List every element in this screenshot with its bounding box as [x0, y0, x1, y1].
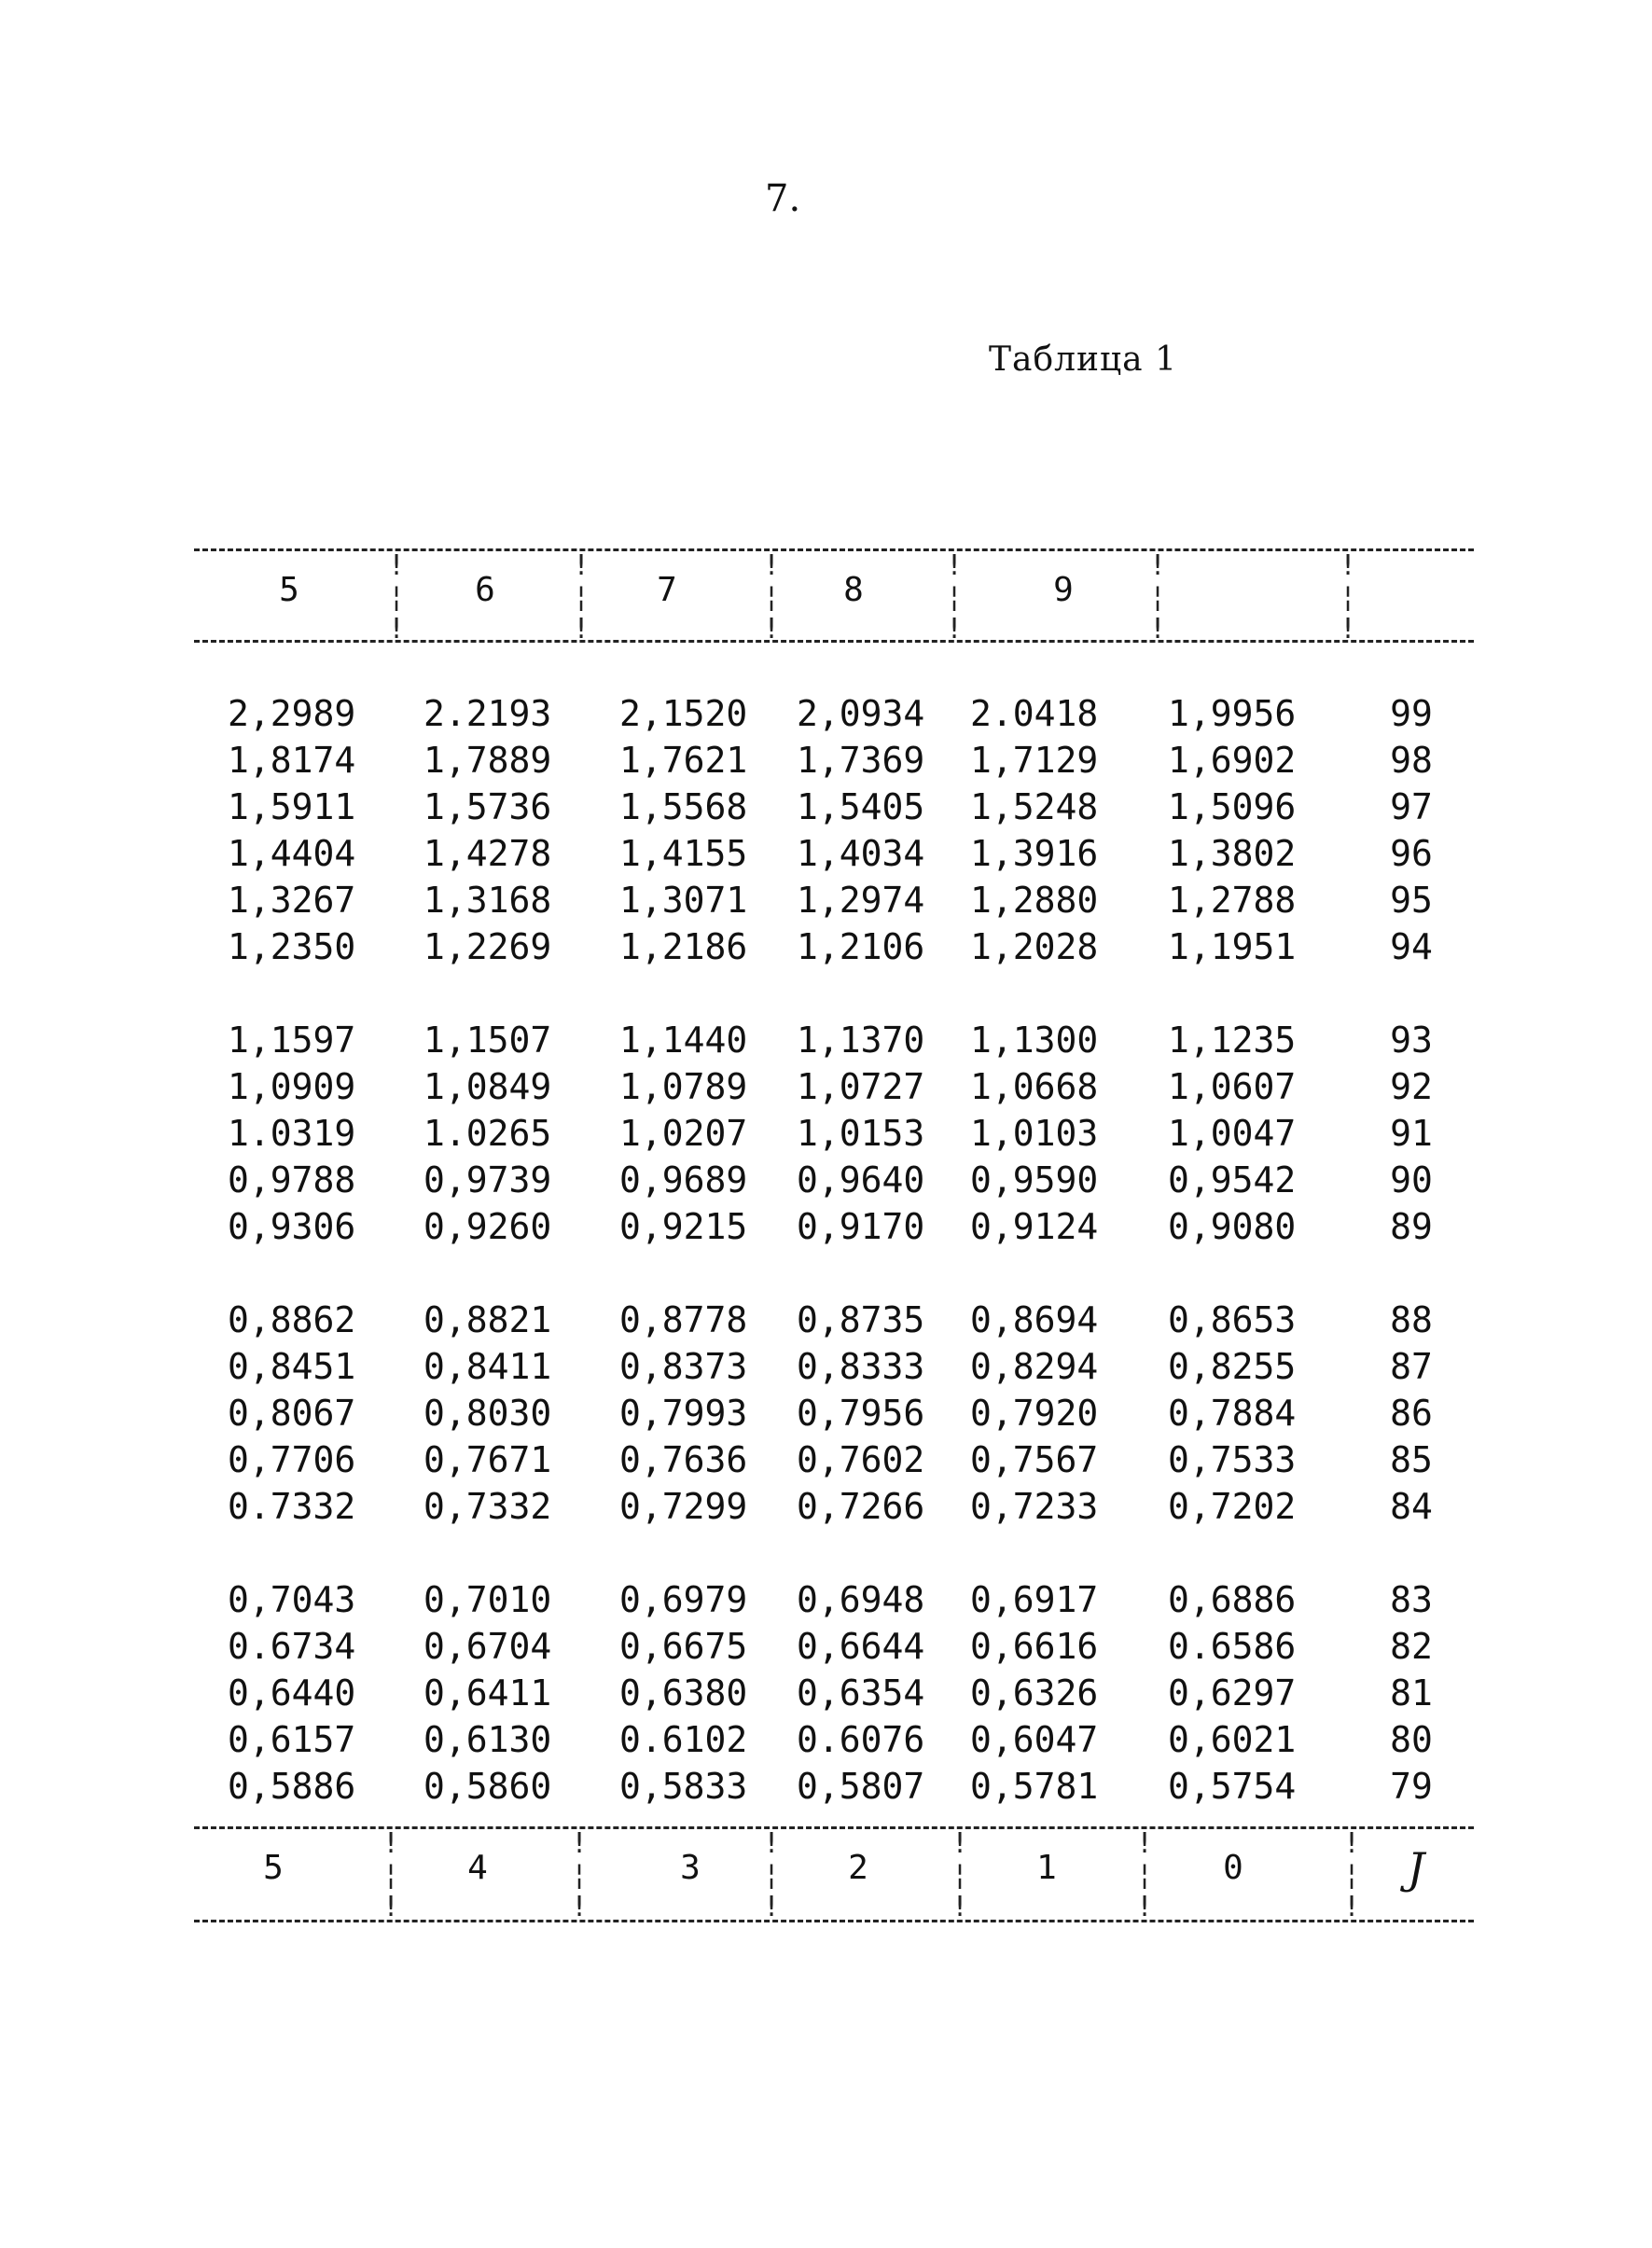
- footer-cell: 3: [680, 1849, 701, 1887]
- table-cell: 1,2106: [797, 926, 925, 967]
- table-cell: 1,9956: [1168, 693, 1297, 734]
- row-index: 92: [1390, 1066, 1433, 1107]
- row-index: 79: [1390, 1766, 1433, 1807]
- table-cell: 1,5405: [797, 786, 925, 827]
- header-cell: 9: [1053, 571, 1074, 609]
- table-row: [0, 784, 1652, 830]
- row-index: 94: [1390, 926, 1433, 967]
- row-index: 85: [1390, 1439, 1433, 1480]
- table-caption: Таблица 1: [989, 340, 1177, 379]
- table-cell: 0,7636: [619, 1439, 748, 1480]
- table-row: [0, 830, 1652, 877]
- header-top-rule: [194, 548, 1474, 551]
- table-cell: 0,7567: [970, 1439, 1099, 1480]
- table-cell: 0,6326: [970, 1672, 1099, 1714]
- table-cell: 0,8821: [423, 1299, 552, 1340]
- table-cell: 0,9542: [1168, 1159, 1297, 1200]
- table-row: [0, 1390, 1652, 1436]
- row-index: 87: [1390, 1346, 1433, 1387]
- table-cell: 0,9124: [970, 1206, 1099, 1247]
- table-cell: 2,0934: [797, 693, 925, 734]
- table-cell: 1,0849: [423, 1066, 552, 1107]
- row-index: 88: [1390, 1299, 1433, 1340]
- table-cell: 0,6157: [228, 1719, 356, 1760]
- table-cell: 1,1951: [1168, 926, 1297, 967]
- table-cell: 1,3071: [619, 880, 748, 921]
- table-cell: 1,6902: [1168, 740, 1297, 781]
- table-cell: 1,2269: [423, 926, 552, 967]
- table-cell: 0.7332: [228, 1486, 356, 1527]
- footer-cell: 1: [1036, 1849, 1057, 1887]
- table-cell: 0,7533: [1168, 1439, 1297, 1480]
- footer-cell: 4: [467, 1849, 488, 1887]
- table-cell: 0,5833: [619, 1766, 748, 1807]
- table-cell: 1,4155: [619, 833, 748, 874]
- table-cell: 1,1300: [970, 1020, 1099, 1061]
- table-cell: 0,6411: [423, 1672, 552, 1714]
- row-index: 81: [1390, 1672, 1433, 1714]
- table-cell: 1.0265: [423, 1113, 552, 1154]
- table-cell: 0,9080: [1168, 1206, 1297, 1247]
- table-cell: 0,7671: [423, 1439, 552, 1480]
- table-cell: 1.0319: [228, 1113, 356, 1154]
- table-cell: 1,7129: [970, 740, 1099, 781]
- table-cell: 0,6979: [619, 1579, 748, 1620]
- table-row: [0, 1110, 1652, 1157]
- table-cell: 0,8067: [228, 1393, 356, 1434]
- row-index: 98: [1390, 740, 1433, 781]
- table-row: [0, 877, 1652, 923]
- row-index: 95: [1390, 880, 1433, 921]
- table-cell: 0,7956: [797, 1393, 925, 1434]
- table-cell: 1,7621: [619, 740, 748, 781]
- table-cell: 0,9170: [797, 1206, 925, 1247]
- table-cell: 1,0668: [970, 1066, 1099, 1107]
- table-cell: 1,2974: [797, 880, 925, 921]
- table-row: [0, 1436, 1652, 1483]
- table-cell: 1,7889: [423, 740, 552, 781]
- table-cell: 0,7602: [797, 1439, 925, 1480]
- header-cell: 5: [279, 571, 299, 609]
- table-cell: 0,5807: [797, 1766, 925, 1807]
- table-cell: 1,7369: [797, 740, 925, 781]
- table-row: [0, 1716, 1652, 1763]
- header-cell: 8: [843, 571, 864, 609]
- table-cell: 0,6354: [797, 1672, 925, 1714]
- table-cell: 0,6644: [797, 1626, 925, 1667]
- row-index: 90: [1390, 1159, 1433, 1200]
- table-row: [0, 690, 1652, 737]
- table-cell: 1,4404: [228, 833, 356, 874]
- table-cell: 1,5568: [619, 786, 748, 827]
- table-cell: 1,0153: [797, 1113, 925, 1154]
- table-cell: 0,8333: [797, 1346, 925, 1387]
- table-row: [0, 1763, 1652, 1810]
- table-cell: 1,0047: [1168, 1113, 1297, 1154]
- table-cell: 1,0103: [970, 1113, 1099, 1154]
- table-cell: 1,1507: [423, 1020, 552, 1061]
- table-cell: 0,7299: [619, 1486, 748, 1527]
- row-index: 97: [1390, 786, 1433, 827]
- table-cell: 0,8862: [228, 1299, 356, 1340]
- table-cell: 0,8778: [619, 1299, 748, 1340]
- table-cell: 0,5886: [228, 1766, 356, 1807]
- table-cell: 1,0607: [1168, 1066, 1297, 1107]
- table-cell: 0,8294: [970, 1346, 1099, 1387]
- table-cell: 1,5096: [1168, 786, 1297, 827]
- footer-cell: 0: [1223, 1849, 1243, 1887]
- table-cell: 1,0789: [619, 1066, 748, 1107]
- table-cell: 0,8735: [797, 1299, 925, 1340]
- table-cell: 1,0727: [797, 1066, 925, 1107]
- row-index: 93: [1390, 1020, 1433, 1061]
- table-cell: 0,6297: [1168, 1672, 1297, 1714]
- table-cell: 1,0909: [228, 1066, 356, 1107]
- table-cell: 0.6102: [619, 1719, 748, 1760]
- row-index: 99: [1390, 693, 1433, 734]
- row-index: 84: [1390, 1486, 1433, 1527]
- table-cell: 1,3168: [423, 880, 552, 921]
- table-row: [0, 923, 1652, 970]
- header-cell: 7: [657, 571, 677, 609]
- table-row: [0, 1670, 1652, 1716]
- table-cell: 1,1235: [1168, 1020, 1297, 1061]
- table-cell: 0,6948: [797, 1579, 925, 1620]
- table-cell: 0,8451: [228, 1346, 356, 1387]
- table-cell: 0,9788: [228, 1159, 356, 1200]
- table-cell: 0,6047: [970, 1719, 1099, 1760]
- row-index: 91: [1390, 1113, 1433, 1154]
- table-cell: 2,1520: [619, 693, 748, 734]
- table-cell: 0,7010: [423, 1579, 552, 1620]
- table-cell: 2.2193: [423, 693, 552, 734]
- table-row: [0, 1203, 1652, 1250]
- row-index: 80: [1390, 1719, 1433, 1760]
- table-cell: 0,9590: [970, 1159, 1099, 1200]
- table-cell: 0,7884: [1168, 1393, 1297, 1434]
- table-cell: 0,8411: [423, 1346, 552, 1387]
- row-index: 83: [1390, 1579, 1433, 1620]
- page-number: 7.: [765, 177, 801, 220]
- table-cell: 1,4034: [797, 833, 925, 874]
- table-cell: 1,3916: [970, 833, 1099, 874]
- table-cell: 1,2350: [228, 926, 356, 967]
- table-cell: 0,9215: [619, 1206, 748, 1247]
- table-cell: 0.6076: [797, 1719, 925, 1760]
- header-bottom-rule: [194, 640, 1474, 643]
- table-cell: 1,8174: [228, 740, 356, 781]
- table-cell: 0,6616: [970, 1626, 1099, 1667]
- table-cell: 0,6380: [619, 1672, 748, 1714]
- table-cell: 0,6130: [423, 1719, 552, 1760]
- table-cell: 0,9739: [423, 1159, 552, 1200]
- table-cell: 0,9640: [797, 1159, 925, 1200]
- table-cell: 0,8255: [1168, 1346, 1297, 1387]
- table-cell: 2,2989: [228, 693, 356, 734]
- table-cell: 0,7706: [228, 1439, 356, 1480]
- table-row: [0, 1343, 1652, 1390]
- table-cell: 0.6734: [228, 1626, 356, 1667]
- table-cell: 1,5736: [423, 786, 552, 827]
- table-cell: 0,8694: [970, 1299, 1099, 1340]
- table-cell: 0,8653: [1168, 1299, 1297, 1340]
- table-row: [0, 1063, 1652, 1110]
- table-cell: 0,5781: [970, 1766, 1099, 1807]
- row-index: 89: [1390, 1206, 1433, 1247]
- table-cell: 1,5911: [228, 786, 356, 827]
- table-cell: 0,5860: [423, 1766, 552, 1807]
- table-row: [0, 1017, 1652, 1063]
- table-row: [0, 1623, 1652, 1670]
- header-cell: 6: [475, 571, 495, 609]
- footer-cell: 2: [848, 1849, 868, 1887]
- table-cell: 1,1440: [619, 1020, 748, 1061]
- table-cell: 0,7233: [970, 1486, 1099, 1527]
- table-cell: 0,7043: [228, 1579, 356, 1620]
- table-cell: 1,1597: [228, 1020, 356, 1061]
- table-cell: 0,8030: [423, 1393, 552, 1434]
- table-row: [0, 737, 1652, 784]
- table-cell: 0,5754: [1168, 1766, 1297, 1807]
- table-cell: 0,7332: [423, 1486, 552, 1527]
- footer-cell: J: [1407, 1843, 1425, 1894]
- row-index: 82: [1390, 1626, 1433, 1667]
- table-cell: 1,5248: [970, 786, 1099, 827]
- table-row: [0, 1483, 1652, 1530]
- table-cell: 1,2880: [970, 880, 1099, 921]
- table-cell: 0,6917: [970, 1579, 1099, 1620]
- table-cell: 1,3267: [228, 880, 356, 921]
- footer-cell: 5: [263, 1849, 284, 1887]
- row-index: 96: [1390, 833, 1433, 874]
- table-cell: 0,9260: [423, 1206, 552, 1247]
- table-row: [0, 1157, 1652, 1203]
- table-cell: 0,7920: [970, 1393, 1099, 1434]
- table-cell: 0,7202: [1168, 1486, 1297, 1527]
- table-cell: 0,6704: [423, 1626, 552, 1667]
- table-cell: 0,9306: [228, 1206, 356, 1247]
- table-cell: 1,4278: [423, 833, 552, 874]
- table-cell: 1,2788: [1168, 880, 1297, 921]
- table-cell: 1,1370: [797, 1020, 925, 1061]
- table-cell: 2.0418: [970, 693, 1099, 734]
- table-cell: 0,6675: [619, 1626, 748, 1667]
- row-index: 86: [1390, 1393, 1433, 1434]
- table-cell: 0,9689: [619, 1159, 748, 1200]
- table-cell: 1,3802: [1168, 833, 1297, 874]
- table-row: [0, 1297, 1652, 1343]
- table-cell: 0,8373: [619, 1346, 748, 1387]
- table-cell: 0,6021: [1168, 1719, 1297, 1760]
- table-cell: 1,2186: [619, 926, 748, 967]
- table-cell: 1,0207: [619, 1113, 748, 1154]
- table-cell: 0,6440: [228, 1672, 356, 1714]
- table-cell: 1,2028: [970, 926, 1099, 967]
- table-cell: 0,7993: [619, 1393, 748, 1434]
- table-row: [0, 1576, 1652, 1623]
- table-cell: 0.6586: [1168, 1626, 1297, 1667]
- table-cell: 0,6886: [1168, 1579, 1297, 1620]
- table-cell: 0,7266: [797, 1486, 925, 1527]
